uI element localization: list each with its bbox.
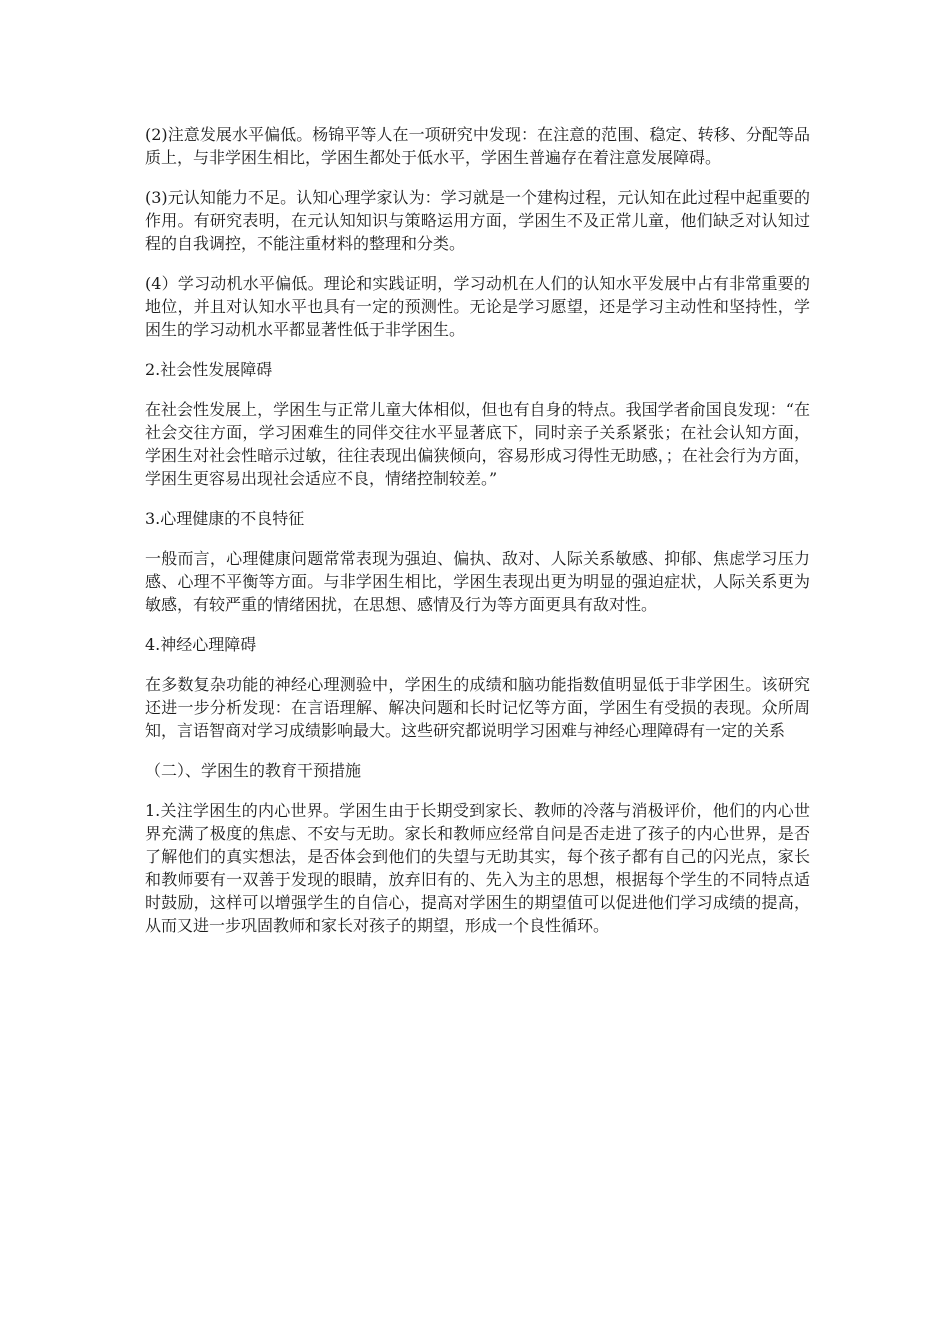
paragraph-attention: (2)注意发展水平偏低。杨锦平等人在一项研究中发现：在注意的范围、稳定、转移、分配等品质上，与非学困生相比，学困生都处于低水平，学困生普遍存在着注意发展障碍。	[145, 125, 810, 167]
paragraph-intervention: 1.关注学困生的内心世界。学困生由于长期受到家长、教师的冷落与消极评价，他们的内心世界充满了极度的焦虑、不安与无助。家长和教师应经常自问是否走进了孩子的内心世界，是否了解他们的真实想法，是否体会到他们的失望与无助其实，每个孩子都有自己的闪光点，家长和教师要有一双善于发现的眼睛，放弃旧有的、先入为主的思想，根据每个学生的不同特点适时鼓励，这样可以增强学生的自信心，提高对学困生的期望值可以促进他们学习成绩的提高，从而又进一步巩固教师和家长对孩子的期望，形成一个良性循环。	[145, 801, 810, 935]
document-body	[145, 123, 810, 954]
paragraph-motivation: (4）学习动机水平偏低。理论和实践证明，学习动机在人们的认知水平发展中占有非常重要的地位，并且对认知水平也具有一定的预测性。无论是学习愿望，还是学习主动性和坚持性，学困生的学习动机水平都显著性低于非学困生。	[145, 274, 810, 339]
section-heading-neuro: 4.神经心理障碍	[145, 635, 257, 654]
section-heading-intervention: （二）、学困生的教育干预措施	[145, 761, 362, 780]
paragraph-mental-health: 一般而言，心理健康问题常常表现为强迫、偏执、敌对、人际关系敏感、抑郁、焦虑学习压力感、心理不平衡等方面。与非学困生相比，学困生表现出更为明显的强迫症状，人际关系更为敏感，有较严重的情绪困扰，在思想、感情及行为等方面更具有敌对性。	[145, 549, 810, 614]
section-heading-social: 2.社会性发展障碍	[145, 360, 273, 379]
section-heading-mental-health: 3.心理健康的不良特征	[145, 509, 305, 528]
paragraph-neuro: 在多数复杂功能的神经心理测验中，学困生的成绩和脑功能指数值明显低于非学困生。该研究还进一步分析发现：在言语理解、解决问题和长时记忆等方面，学困生有受损的表现。众所周知，言语智商对学习成绩影响最大。这些研究都说明学习困难与神经心理障碍有一定的关系	[145, 675, 810, 740]
paragraph-social: 在社会性发展上，学困生与正常儿童大体相似，但也有自身的特点。我国学者俞国良发现：“在社会交往方面，学习困难生的同伴交往水平显著底下，同时亲子关系紧张；在社会认知方面，学困生对社会性暗示过敏，往往表现出偏狭倾向，容易形成习得性无助感，；在社会行为方面，学困生更容易出现社会适应不良，情绪控制较差。”	[145, 400, 810, 488]
paragraph-metacognition: (3)元认知能力不足。认知心理学家认为：学习就是一个建构过程，元认知在此过程中起重要的作用。有研究表明，在元认知知识与策略运用方面，学困生不及正常儿童，他们缺乏对认知过程的自我调控，不能注重材料的整理和分类。	[145, 188, 810, 253]
